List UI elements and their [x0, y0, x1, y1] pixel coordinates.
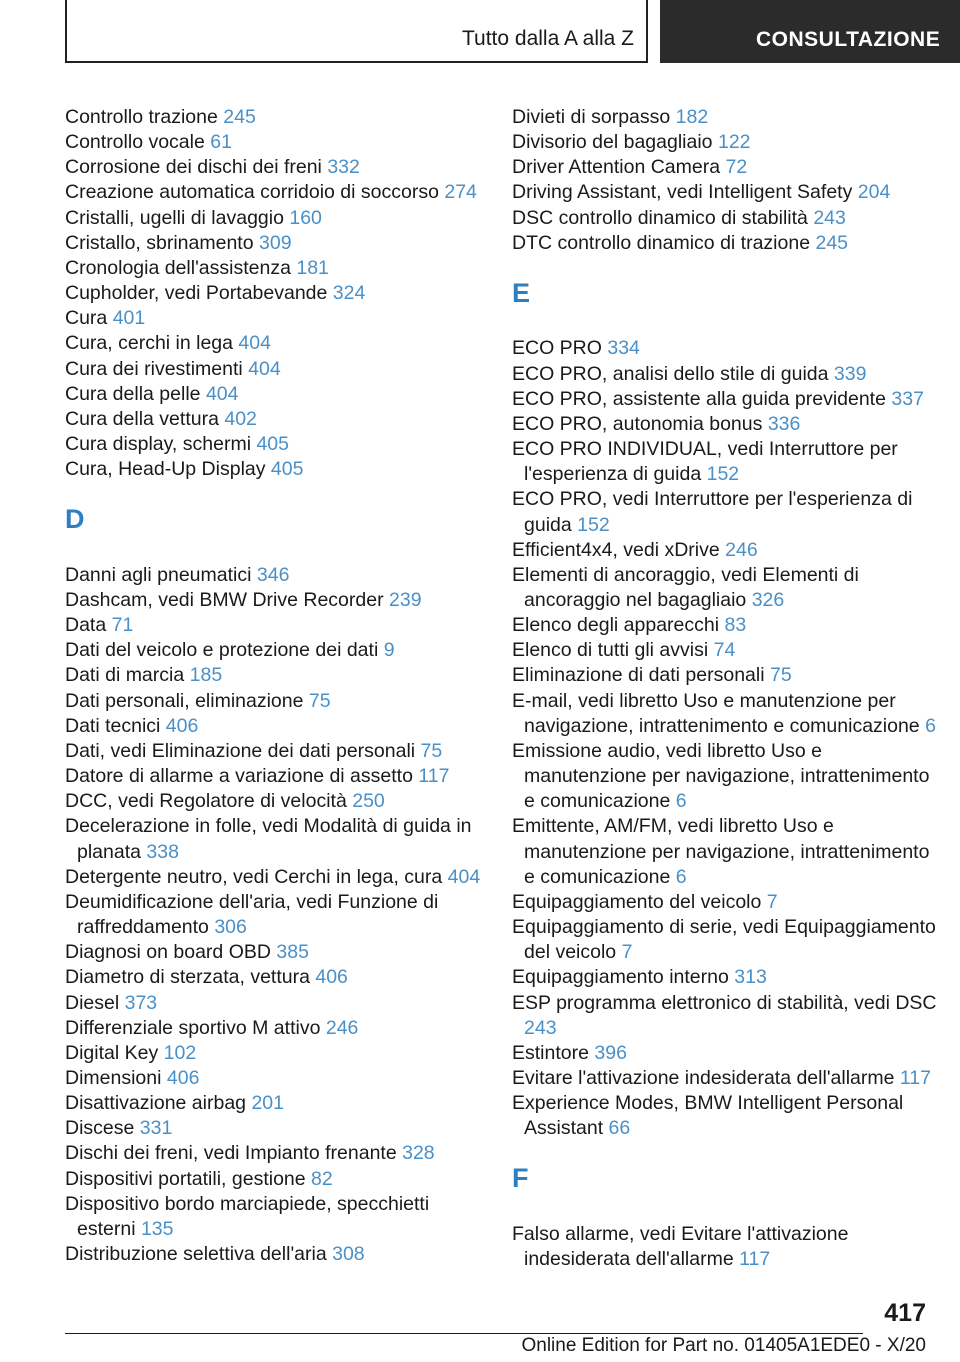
entry-page-link[interactable]: 122 [717, 131, 751, 154]
entry-page-link[interactable]: 373 [124, 991, 158, 1014]
entry-page-link[interactable]: 152 [577, 513, 610, 536]
entry-term: Disattivazione airbag [65, 1092, 247, 1115]
entry-page-link[interactable]: 332 [327, 156, 360, 179]
entry-term: Elenco degli apparecchi [512, 614, 720, 637]
entry-term: Divieti di sorpasso [512, 106, 671, 128]
index-entry [65, 1167, 485, 1192]
entry-page-link[interactable]: 274 [444, 181, 477, 204]
entry-page-link[interactable]: 6 [675, 790, 687, 813]
entry-term: Dimensioni [65, 1066, 162, 1089]
index-entry [512, 412, 942, 437]
index-entry [65, 206, 485, 231]
index-entry [512, 155, 942, 180]
entry-page-link[interactable]: 338 [146, 840, 179, 863]
chapter-label: CONSULTAZIONE [756, 28, 941, 51]
entry-term: Deumidificazione dell'aria, vedi Funzione di raffreddamento [65, 890, 439, 939]
entry-page-link[interactable]: 72 [725, 156, 748, 179]
entry-page-link[interactable]: 102 [163, 1041, 197, 1064]
entry-page-link[interactable]: 117 [418, 765, 450, 788]
index-entry [512, 180, 942, 205]
entry-term: Elenco di tutti gli avvisi [512, 639, 709, 662]
entry-page-link[interactable]: 245 [815, 231, 849, 254]
entry-page-link[interactable]: 326 [751, 589, 785, 611]
section-title: Tutto dalla A alla Z [462, 27, 634, 50]
index-entry [512, 387, 942, 412]
entry-term: Cristallo, sbrinamento [65, 231, 254, 254]
entry-page-link[interactable]: 385 [276, 941, 309, 964]
entry-page-link[interactable]: 204 [857, 181, 891, 204]
index-entry [65, 588, 485, 613]
entry-term: Corrosione dei dischi dei freni [65, 156, 322, 179]
index-entry [512, 814, 942, 889]
entry-page-link[interactable]: 402 [224, 407, 257, 430]
index-column-right [512, 105, 942, 1272]
entry-term: Driver Attention Camera [512, 156, 721, 179]
entry-page-link[interactable]: 246 [725, 538, 758, 561]
entry-term: Discese [65, 1117, 135, 1140]
index-entry [512, 1091, 942, 1141]
index-entry [512, 991, 942, 1041]
index-entry [512, 105, 942, 130]
entry-page-link[interactable]: 7 [766, 890, 778, 913]
index-column-left [65, 105, 485, 1267]
index-entry [512, 231, 942, 256]
entry-term: ECO PRO INDIVIDUAL, vedi Interruttore per l'esperienza di guida [512, 438, 898, 486]
entry-page-link[interactable]: 185 [189, 664, 223, 687]
index-entry [512, 130, 942, 155]
entry-term: Diesel [65, 991, 120, 1014]
entry-term: Datore di allarme a variazione di assetto [65, 765, 413, 788]
entry-page-link[interactable]: 9 [383, 639, 395, 662]
index-entry [512, 1066, 942, 1091]
entry-term: Detergente neutro, vedi Cerchi in lega, cura [65, 865, 443, 888]
entry-page-link[interactable]: 336 [767, 412, 801, 435]
index-entry [512, 538, 942, 563]
index-entry [65, 1116, 485, 1141]
entry-page-link[interactable]: 396 [594, 1041, 627, 1064]
entry-term: ECO PRO, analisi dello stile di guida [512, 362, 829, 385]
entry-term: DCC, vedi Regolatore di velocità [65, 790, 347, 813]
index-entry [65, 613, 485, 638]
index-entry [65, 563, 485, 588]
index-entry [65, 714, 485, 739]
entry-term: Cura [65, 307, 108, 330]
index-entry [65, 256, 485, 281]
entry-term: ECO PRO, autonomia bonus [512, 412, 763, 435]
entry-page-link[interactable]: 82 [311, 1167, 333, 1190]
index-entry [512, 1222, 942, 1272]
entry-page-link[interactable]: 346 [256, 563, 290, 586]
entry-page-link[interactable]: 243 [524, 1016, 557, 1039]
entry-page-link[interactable]: 405 [270, 458, 304, 481]
index-entry [65, 407, 485, 432]
entry-page-link[interactable]: 182 [675, 106, 709, 128]
index-entry [65, 965, 485, 990]
entry-page-link[interactable]: 406 [315, 966, 348, 989]
entry-term: Equipaggiamento del veicolo [512, 890, 762, 913]
index-entry [65, 890, 485, 940]
entry-term: Danni agli pneumatici [65, 563, 252, 586]
index-entry [512, 915, 942, 965]
entry-term: Divisorio del bagagliaio [512, 131, 713, 154]
index-entry [65, 231, 485, 256]
entry-page-link[interactable]: 117 [899, 1066, 931, 1089]
entry-term: Estintore [512, 1041, 589, 1064]
entry-page-link[interactable]: 308 [332, 1243, 365, 1266]
index-entry [65, 689, 485, 714]
entry-term: Efficient4x4, vedi xDrive [512, 538, 720, 561]
index-entry [512, 487, 942, 537]
entry-page-link[interactable]: 243 [813, 206, 846, 229]
entry-page-link[interactable]: 334 [607, 337, 640, 360]
entry-term: DSC controllo dinamico di stabilità [512, 206, 808, 229]
entry-page-link[interactable]: 7 [621, 941, 633, 964]
entry-page-link[interactable]: 75 [420, 739, 443, 762]
entry-page-link[interactable]: 339 [833, 362, 867, 385]
entry-term: Differenziale sportivo M attivo [65, 1016, 321, 1039]
entry-term: Dati di marcia [65, 664, 185, 687]
entry-term: Dati tecnici [65, 714, 161, 737]
footer-divider [65, 1333, 863, 1334]
entry-term: Experience Modes, BMW Intelligent Personal Assistant [512, 1092, 904, 1140]
entry-page-link[interactable]: 313 [734, 966, 767, 989]
index-entry [65, 432, 485, 457]
index-entry [512, 1041, 942, 1066]
index-entry [65, 991, 485, 1016]
index-entry [512, 613, 942, 638]
index-entry [65, 638, 485, 663]
entry-page-link[interactable]: 66 [608, 1117, 631, 1140]
index-entry [512, 663, 942, 688]
entry-term: ECO PRO, assistente alla guida previdente [512, 387, 886, 410]
entry-page-link[interactable]: 75 [308, 689, 331, 712]
entry-term: E-mail, vedi libretto Uso e manutenzione per navigazione, intrattenimento e comunicazione [512, 689, 920, 737]
index-entry [512, 739, 942, 814]
entry-term: Diametro di sterzata, vettura [65, 966, 310, 989]
entry-term: Dispositivo bordo marciapiede, specchietti esterni [65, 1192, 430, 1240]
entry-page-link[interactable]: 306 [214, 916, 247, 939]
index-entry [512, 638, 942, 663]
entry-term: Creazione automatica corridoio di soccorso [65, 181, 439, 204]
entry-term: Driving Assistant, vedi Intelligent Safety [512, 181, 853, 204]
entry-page-link[interactable]: 201 [251, 1092, 284, 1115]
index-entry [65, 814, 485, 864]
entry-term: Dati del veicolo e protezione dei dati [65, 639, 379, 662]
entry-term: Diagnosi on board OBD [65, 941, 271, 964]
index-entry [512, 206, 942, 231]
entry-page-link[interactable]: 406 [165, 714, 199, 737]
entry-page-link[interactable]: 74 [713, 639, 736, 662]
index-entry [65, 457, 485, 482]
index-entry [65, 281, 485, 306]
index-entry [65, 1041, 485, 1066]
index-entry [512, 362, 942, 387]
index-entry [65, 105, 485, 130]
entry-page-link[interactable]: 401 [112, 307, 146, 330]
entry-term: Equipaggiamento interno [512, 966, 729, 989]
index-entry [65, 1192, 485, 1242]
entry-term: Controllo vocale [65, 131, 205, 154]
index-entry [65, 739, 485, 764]
index-entry [65, 306, 485, 331]
entry-term: Digital Key [65, 1041, 159, 1064]
index-entry [512, 965, 942, 990]
index-letter-heading: F [512, 1163, 529, 1194]
index-entry [65, 382, 485, 407]
edition-footer: Online Edition for Part no. 01405A1EDE0 - X/20 [521, 1335, 926, 1356]
index-entry [65, 1066, 485, 1091]
entry-term: ECO PRO, vedi Interruttore per l'esperienza di guida [512, 488, 913, 536]
entry-term: Emissione audio, vedi libretto Uso e manutenzione per navigazione, intrattenimento e comunicazione [512, 739, 930, 813]
entry-page-link[interactable]: 404 [447, 865, 481, 888]
index-entry [65, 865, 485, 890]
entry-page-link[interactable]: 181 [296, 256, 329, 279]
entry-page-link[interactable]: 6 [675, 865, 687, 888]
entry-page-link[interactable]: 117 [739, 1248, 771, 1271]
entry-term: Elementi di ancoraggio, vedi Elementi di ancoraggio nel bagagliaio [512, 563, 859, 611]
entry-term: Emittente, AM/FM, vedi libretto Uso e manutenzione per navigazione, intrattenimento e comunicazione [512, 815, 930, 888]
entry-page-link[interactable]: 160 [289, 206, 322, 229]
entry-term: Dashcam, vedi BMW Drive Recorder [65, 589, 384, 611]
entry-term: Dispositivi portatili, gestione [65, 1167, 306, 1190]
index-entry [65, 1016, 485, 1041]
entry-page-link[interactable]: 331 [139, 1117, 173, 1140]
index-entry [65, 155, 485, 180]
entry-page-link[interactable]: 75 [769, 664, 792, 687]
entry-term: Cura della pelle [65, 382, 201, 405]
entry-term: Cronologia dell'assistenza [65, 256, 291, 279]
header-section-box [65, 0, 648, 63]
entry-term: Cura, Head-Up Display [65, 458, 266, 481]
index-entry [512, 336, 942, 361]
entry-page-link[interactable]: 6 [925, 714, 936, 737]
entry-page-link[interactable]: 71 [111, 614, 134, 637]
index-entry [65, 1242, 485, 1267]
index-letter-heading: D [65, 504, 85, 535]
index-entry [65, 130, 485, 155]
entry-term: DTC controllo dinamico di trazione [512, 231, 811, 254]
entry-term: Cura, cerchi in lega [65, 332, 233, 355]
index-entry [512, 890, 942, 915]
entry-page-link[interactable]: 405 [256, 433, 289, 456]
chapter-tab [660, 0, 960, 63]
entry-page-link[interactable]: 83 [724, 614, 747, 637]
entry-term: Cura della vettura [65, 407, 219, 430]
entry-term: Falso allarme, vedi Evitare l'attivazione indesiderata dell'allarme [512, 1222, 849, 1271]
entry-page-link[interactable]: 239 [389, 589, 422, 611]
entry-page-link[interactable]: 250 [352, 790, 385, 813]
entry-page-link[interactable]: 246 [325, 1016, 359, 1039]
index-entry [65, 331, 485, 356]
entry-term: Dischi dei freni, vedi Impianto frenante [65, 1142, 397, 1165]
entry-term: Evitare l'attivazione indesiderata dell'allarme [512, 1066, 895, 1089]
entry-page-link[interactable]: 245 [223, 106, 256, 128]
entry-page-link[interactable]: 152 [706, 463, 740, 486]
entry-term: ECO PRO [512, 337, 602, 360]
entry-page-link[interactable]: 404 [205, 382, 239, 405]
entry-term: Cupholder, vedi Portabevande [65, 282, 328, 305]
entry-page-link[interactable]: 328 [402, 1142, 435, 1165]
index-entry [512, 437, 942, 487]
entry-term: ESP programma elettronico di stabilità, vedi DSC [512, 991, 937, 1014]
entry-page-link[interactable]: 404 [238, 332, 271, 355]
entry-term: Cura dei rivestimenti [65, 357, 243, 380]
entry-page-link[interactable]: 324 [332, 282, 366, 305]
entry-term: Cura display, schermi [65, 433, 252, 456]
index-entry [512, 563, 942, 613]
index-entry [65, 940, 485, 965]
index-entry [65, 180, 485, 205]
entry-page-link[interactable]: 61 [210, 131, 232, 154]
entry-page-link[interactable]: 404 [248, 357, 281, 380]
index-entry [65, 1091, 485, 1116]
entry-term: Dati personali, eliminazione [65, 689, 304, 712]
entry-term: Dati, vedi Eliminazione dei dati personali [65, 739, 416, 762]
entry-term: Decelerazione in folle, vedi Modalità di guida in planata [65, 815, 472, 863]
entry-term: Distribuzione selettiva dell'aria [65, 1243, 327, 1266]
index-entry [65, 357, 485, 382]
entry-page-link[interactable]: 337 [891, 387, 924, 410]
index-entry [65, 789, 485, 814]
entry-term: Data [65, 614, 107, 637]
index-entry [512, 689, 942, 739]
entry-term: Equipaggiamento di serie, vedi Equipaggiamento del veicolo [512, 916, 936, 964]
entry-page-link[interactable]: 406 [166, 1066, 200, 1089]
index-entry [65, 663, 485, 688]
entry-term: Cristalli, ugelli di lavaggio [65, 206, 284, 229]
entry-term: Controllo trazione [65, 106, 218, 128]
index-entry [65, 764, 485, 789]
index-letter-heading: E [512, 277, 531, 308]
entry-page-link[interactable]: 309 [259, 231, 292, 254]
index-entry [65, 1141, 485, 1166]
entry-page-link[interactable]: 135 [140, 1217, 174, 1240]
entry-term: Eliminazione di dati personali [512, 664, 765, 687]
page-number: 417 [884, 1299, 926, 1327]
